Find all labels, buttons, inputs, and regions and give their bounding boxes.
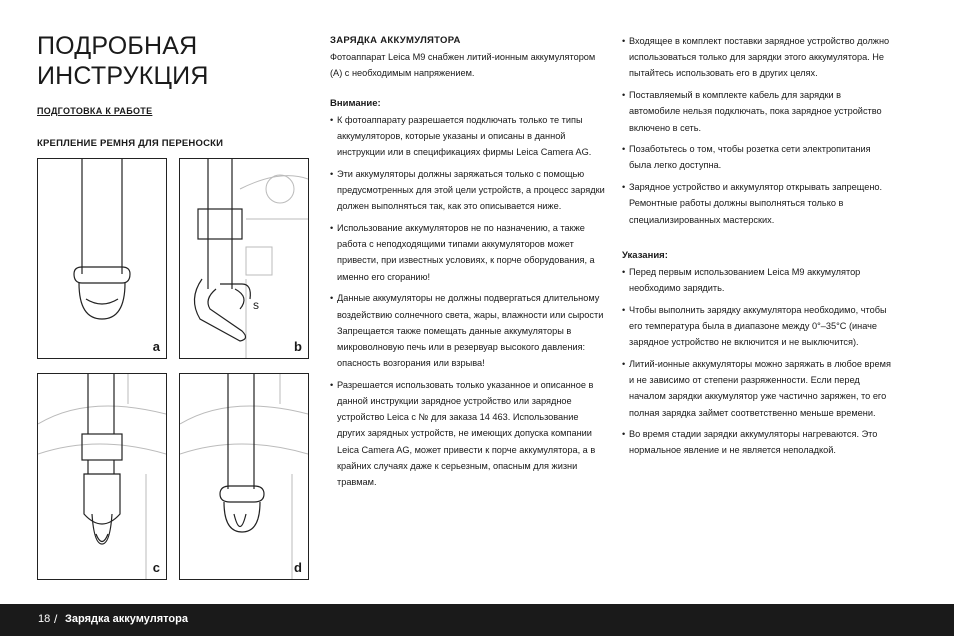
list-item: • Чтобы выполнить зарядку аккумулятора необходимо, чтобы его температура была в диапазоне между 0°–35°С (иначе зарядное устройство не включится и не выключится). — [622, 302, 892, 351]
right-column — [622, 33, 892, 464]
figure-d-label: d — [294, 560, 302, 575]
list-item: • Данные аккумуляторы не должны подвергаться длительному воздействию солнечного света, жары, влажности или сырости Запрещается также помещать данные аккумуляторы в микроволновую печь или в резервуар высокого давления: опасность возгорания или взрыва! — [330, 290, 606, 371]
figure-a-illustration — [38, 159, 166, 358]
warning-list — [330, 112, 606, 490]
figure-c-label: c — [152, 560, 160, 575]
charging-intro: Фотоаппарат Leica M9 снабжен литий-ионным аккумулятором (A) с необходимым напряжением. — [330, 52, 596, 79]
page-title — [37, 31, 209, 91]
figure-a — [37, 158, 167, 359]
safety-list — [622, 33, 892, 228]
list-item: • Перед первым использованием Leica M9 аккумулятор необходимо зарядить. — [622, 264, 892, 296]
notes-heading: Указания: — [622, 249, 668, 261]
page-footer — [0, 604, 954, 636]
page-title-line2: ИНСТРУКЦИЯ — [37, 62, 209, 90]
page-number: 18 — [38, 613, 51, 625]
figure-d — [179, 373, 309, 580]
figure-c — [37, 373, 167, 580]
figure-b — [179, 158, 309, 359]
list-item: • Во время стадии зарядки аккумуляторы нагреваются. Это нормальное явление и не является неполадкой. — [622, 426, 892, 458]
notes-list — [622, 264, 892, 459]
footer-separator: / — [54, 612, 58, 626]
page-title-line1: ПОДРОБНАЯ — [37, 32, 198, 60]
subsection-heading: КРЕПЛЕНИЕ РЕМНЯ ДЛЯ ПЕРЕНОСКИ — [37, 138, 224, 149]
charging-heading: ЗАРЯДКА АККУМУЛЯТОРА — [330, 35, 461, 46]
figure-b-illustration — [180, 159, 308, 358]
list-item: • Литий-ионные аккумуляторы можно заряжать в любое время и не зависимо от степени разряженности. Если перед началом зарядки аккумулятор уже частично заряжен, то его полная зарядка займет соответственно меньше времени. — [622, 356, 892, 421]
list-item: • Эти аккумуляторы должны заряжаться только с помощью предусмотренных для этой цели устройств, а процесс зарядки должен выполняться так, как это описывается ниже. — [330, 166, 606, 215]
section-heading: ПОДГОТОВКА К РАБОТЕ — [37, 106, 153, 116]
middle-column — [330, 33, 606, 496]
svg-text:s: s — [253, 298, 259, 312]
list-item: • Использование аккумуляторов не по назначению, а также работа с неподходящими типами аккумуляторов может привести, при известных условиях, к порче оборудования, а именно его сгоранию! — [330, 220, 606, 285]
list-item: • К фотоаппарату разрешается подключать только те типы аккумуляторов, которые указаны и описаны в данной инструкции или в спецификациях фирмы Leica Camera AG. — [330, 112, 606, 161]
footer-title: Зарядка аккумулятора — [65, 613, 188, 625]
list-item: • Позаботьтесь о том, чтобы розетка сети электропитания была легко доступна. — [622, 141, 892, 173]
figure-d-illustration — [180, 374, 308, 579]
warning-heading: Внимание: — [330, 97, 381, 109]
list-item: • Поставляемый в комплекте кабель для зарядки в автомобиле нельзя подключать, пока зарядное устройство включено в сеть. — [622, 87, 892, 136]
figure-b-label: b — [294, 339, 302, 354]
figure-a-label: a — [152, 339, 160, 354]
figure-c-illustration — [38, 374, 166, 579]
list-item: • Входящее в комплект поставки зарядное устройство должно использоваться только для зарядки этого аккумулятора. Не пытайтесь использовать его в других целях. — [622, 33, 892, 82]
list-item: • Зарядное устройство и аккумулятор открывать запрещено. Ремонтные работы должны выполняться только в специализированных мастерских. — [622, 179, 892, 228]
list-item: • Разрешается использовать только указанное и описанное в данной инструкции зарядное устройство или зарядное устройство Leica с № для заказа 14 463. Использование других зарядных устройств, не имеющих допуска компании Leica Camera AG, может привести к порче аккумулятора, а в крайних случаях даже к серьезным, опасным для жизни травмам. — [330, 377, 606, 490]
